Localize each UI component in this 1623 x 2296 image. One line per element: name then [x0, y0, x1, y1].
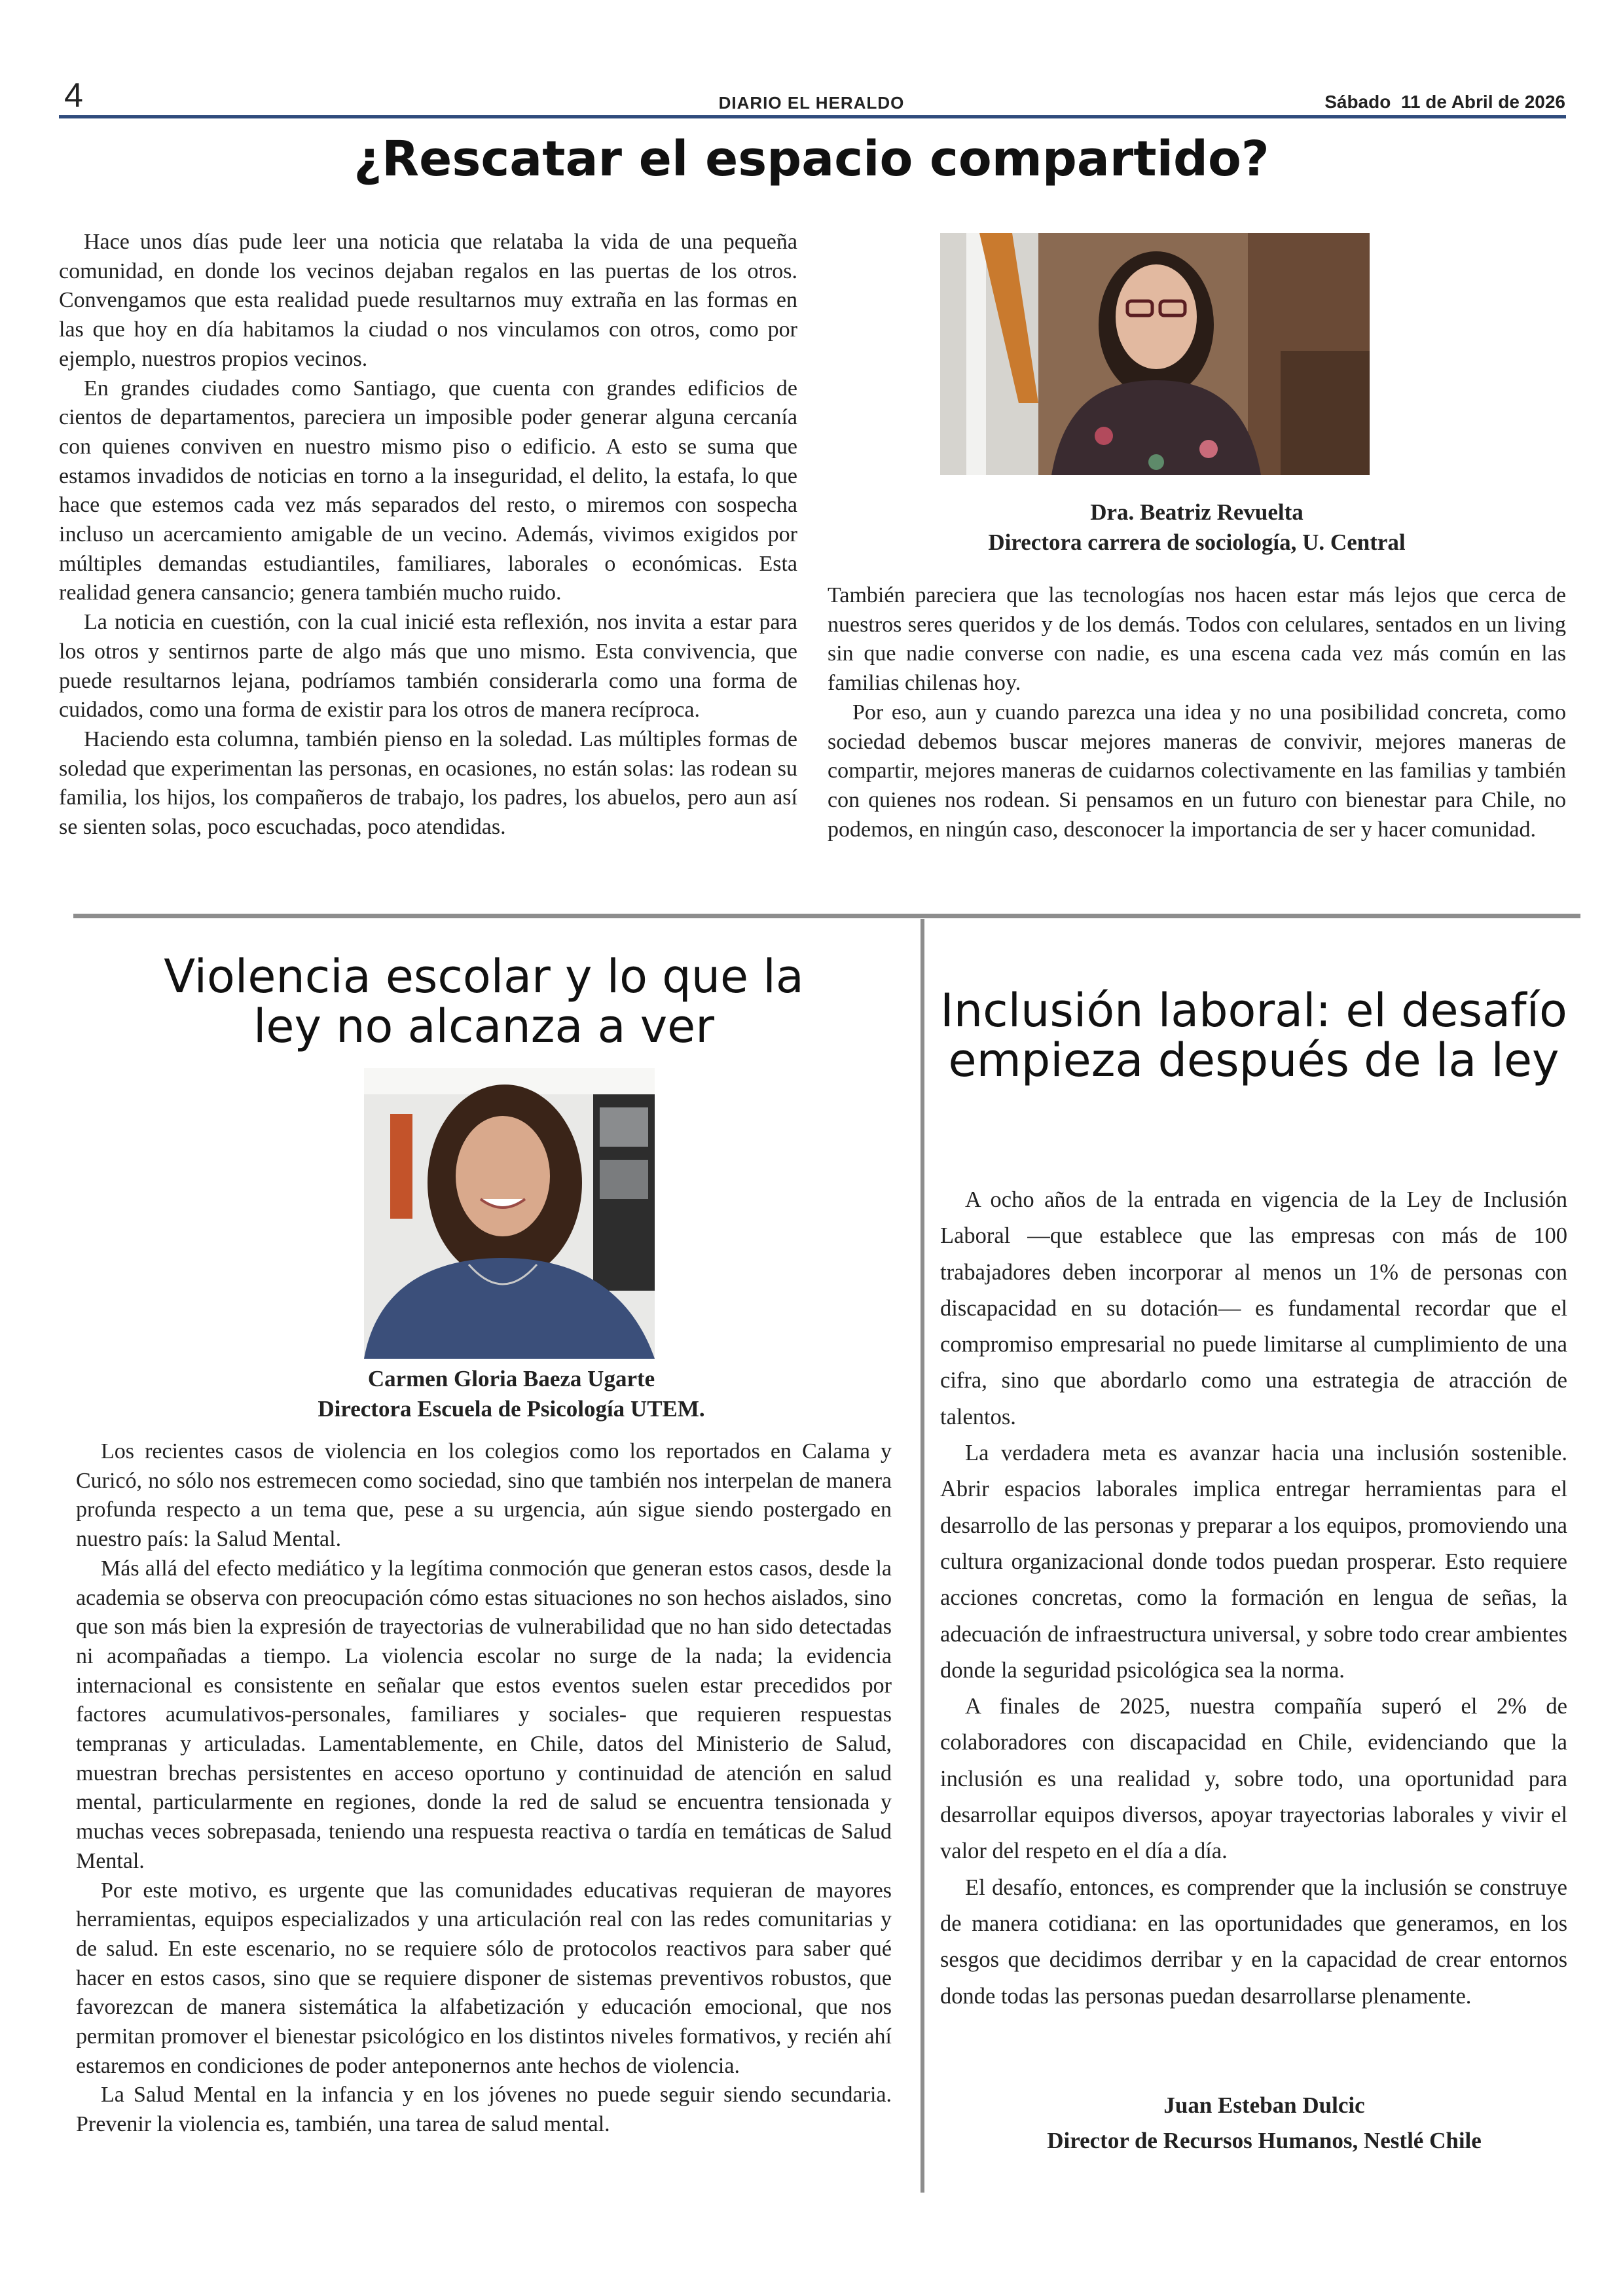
portrait-image — [364, 1068, 655, 1359]
article2-paragraph: Los recientes casos de violencia en los colegios como los reportados en Calama y Curicó, no sólo nos estremecen como sociedad, sino que también nos interpelan de manera profunda respecto a un tema que, pese a su urgencia, aún sigue siendo postergado en nuestro país: la Salud Mental. — [76, 1439, 892, 1552]
article1-title: ¿Rescatar el espacio compartido? — [354, 131, 1269, 187]
article1-author-caption — [828, 497, 1566, 558]
article2-author-role: Directora Escuela de Psicología UTEM. — [318, 1396, 705, 1422]
article1-paragraph: La noticia en cuestión, con la cual inicié esta reflexión, nos invita a estar para los otros y sentirnos parte de algo más que uno mismo. Esta convivencia, que puede resultarnos lejana, podríamos también considerarla como una forma de cuidados, como una forma de existir para los otros de manera recíproca. — [59, 610, 797, 723]
article3-title — [930, 986, 1578, 1085]
article1-column-2 — [828, 581, 1566, 844]
newspaper-name: DIARIO EL HERALDO — [718, 93, 905, 113]
article2-body — [76, 1437, 892, 2140]
author-photo-beatriz-revuelta — [940, 233, 1370, 475]
article1-paragraph: También pareciera que las tecnologías nos hacen estar más lejos que cerca de nuestros seres queridos y de los demás. Todos con celulares, sentados en un living sin que nadie converse con nadie, es una escena cada vez más común en las familias chilenas hoy. — [828, 583, 1566, 696]
article3-title-line: empieza después de la ley — [948, 1033, 1559, 1087]
column-divider — [921, 919, 924, 2193]
article1-author-name: Dra. Beatriz Revuelta — [1090, 499, 1304, 525]
article3-paragraph: A finales de 2025, nuestra compañía superó el 2% de colaboradores con discapacidad en Chile, evidenciando que la inclusión es una realidad y, sobre todo, una oportunidad para desarrollar equipos diversos, apoyar trayectorias laborales y vivir el valor del respeto en el día a día. — [940, 1694, 1567, 1864]
article2-paragraph: Más allá del efecto mediático y la legítima conmoción que generan estos casos, desde la academia se observa con preocupación cómo estas situaciones no son hechos aislados, sino que son más bien la expresión de trayectorias de vulnerabilidad que no han sido detectadas ni acompañadas a tiempo. La violencia escolar no surge de la nada; la evidencia internacional es consistente en señalar que estos eventos suelen estar precedidos por factores acumulativos-personales, familiares y sociales- que requieren respuestas tempranas y articuladas. Lamentablemente, en Chile, datos del Ministerio de Salud, muestran brechas persistentes en acceso oportuno y continuidad de atención en salud mental, particularmente en regiones, donde la red de salud se encuentra tensionada y muchas veces sobrepasada, teniendo una respuesta reactiva o tardía en temáticas de Salud Mental. — [76, 1556, 892, 1873]
article1-paragraph: Haciendo esta columna, también pienso en la soledad. Las múltiples formas de soledad que experimentan las personas, en ocasiones, no están solas: las rodean su familia, los hijos, los compañeros de trabajo, los padres, los abuelos, pero aun así se sienten solas, poco escuchadas, poco atendidas. — [59, 726, 797, 840]
article1-paragraph: En grandes ciudades como Santiago, que cuenta con grandes edificios de cientos de departamentos, pareciera un imposible poder generar alguna cercanía con quienes conviven en nuestro mismo piso o edificio. A esto se suma que estamos invadidos de noticias en torno a la inseguridad, el delito, la estafa, lo que hace que estemos cada vez más separados del resto, o miremos con sospecha incluso un acercamiento amigable de un vecino. Además, vivimos exigidos por múltiples demandas estudiantiles, familiares, laborales o económicas. Esta realidad genera cansancio; genera también mucho ruido. — [59, 376, 797, 605]
header-rule — [59, 115, 1566, 118]
article3-paragraph: La verdadera meta es avanzar hacia una inclusión sostenible. Abrir espacios laborales implica entregar herramientas para el desarrollo de las personas y preparar a los equipos, promoviendo una cultura organizacional donde todos puedan prosperar. Esto requiere acciones concretas, como la formación en lengua de señas, la adecuación de infraestructura universal, y sobre todo crear ambientes donde la seguridad psicológica sea la norma. — [940, 1441, 1567, 1683]
article1-paragraph: Por eso, aun y cuando parezca una idea y no una posibilidad concreta, como sociedad debemos buscar mejores maneras de convivir, mejores maneras de compartir, mejores maneras de cuidarnos colectivamente en las familias y también con quienes nos rodean. Si pensamos en un futuro con bienestar para Chile, no podemos, en ningún caso, desconocer la importancia de ser y hacer comunidad. — [828, 700, 1566, 842]
article1-author-role: Directora carrera de sociología, U. Central — [988, 529, 1406, 555]
section-divider — [73, 914, 1580, 918]
article2-title — [76, 952, 892, 1051]
article3-author-name: Juan Esteban Dulcic — [1163, 2092, 1365, 2118]
article2-title-line: ley no alcanza a ver — [253, 999, 715, 1053]
article3-title-line: Inclusión laboral: el desafío — [940, 984, 1567, 1037]
article3-body — [940, 1182, 1567, 2015]
article3-author-caption — [940, 2088, 1588, 2159]
author-photo-carmen-baeza — [364, 1068, 655, 1359]
page-number: 4 — [64, 77, 83, 115]
article2-title-line: Violencia escolar y lo que la — [164, 950, 804, 1003]
article1-column-1 — [59, 228, 797, 842]
article2-author-caption — [76, 1364, 947, 1424]
article3-paragraph: El desafío, entonces, es comprender que la inclusión se construye de manera cotidiana: en las oportunidades que generamos, en los sesgos que decidimos derribar y en la capacidad de crear entornos donde todas las personas puedan desarrollarse plenamente. — [940, 1874, 1567, 2009]
article1-paragraph: Hace unos días pude leer una noticia que relataba la vida de una pequeña comunidad, en donde los vecinos dejaban regalos en las puertas de los otros. Convengamos que esta realidad puede resultarnos muy extraña en las formas en las que hoy en día habitamos la ciudad o nos vinculamos con otros, como por ejemplo, nuestros propios vecinos. — [59, 230, 797, 371]
article3-paragraph: A ocho años de la entrada en vigencia de la Ley de Inclusión Laboral —que establece que las empresas con más de 100 trabajadores deben incorporar al menos un 1% de personas con discapacidad en su dotación— es fundamental recordar que el compromiso empresarial no puede limitarse al cumplimiento de una cifra, sino que abordarlo como una estrategia de atracción de talentos. — [940, 1187, 1567, 1429]
article2-author-name: Carmen Gloria Baeza Ugarte — [367, 1366, 655, 1391]
article2-paragraph: Por este motivo, es urgente que las comunidades educativas requieran de mayores herramientas, equipos especializados y una articulación real con las redes comunitarias y de salud. En este escenario, no se requiere sólo de protocolos reactivos para saber qué hacer en estos casos, sino que se requiere disponer de sistemas preventivos robustos, que favorezcan de manera sistemática la alfabetización y educación emocional, que nos permitan promover el bienestar psicológico en los distintos niveles formativos, y recién ahí estaremos en condiciones de poder anteponernos ante hechos de violencia. — [76, 1878, 892, 2078]
issue-date: Sábado 11 de Abril de 2026 — [1324, 92, 1565, 112]
portrait-image — [940, 233, 1370, 475]
article2-paragraph: La Salud Mental en la infancia y en los jóvenes no puede seguir siendo secundaria. Prevenir la violencia es, también, una tarea de salud mental. — [76, 2083, 892, 2137]
article3-author-role: Director de Recursos Humanos, Nestlé Chile — [1047, 2128, 1482, 2153]
